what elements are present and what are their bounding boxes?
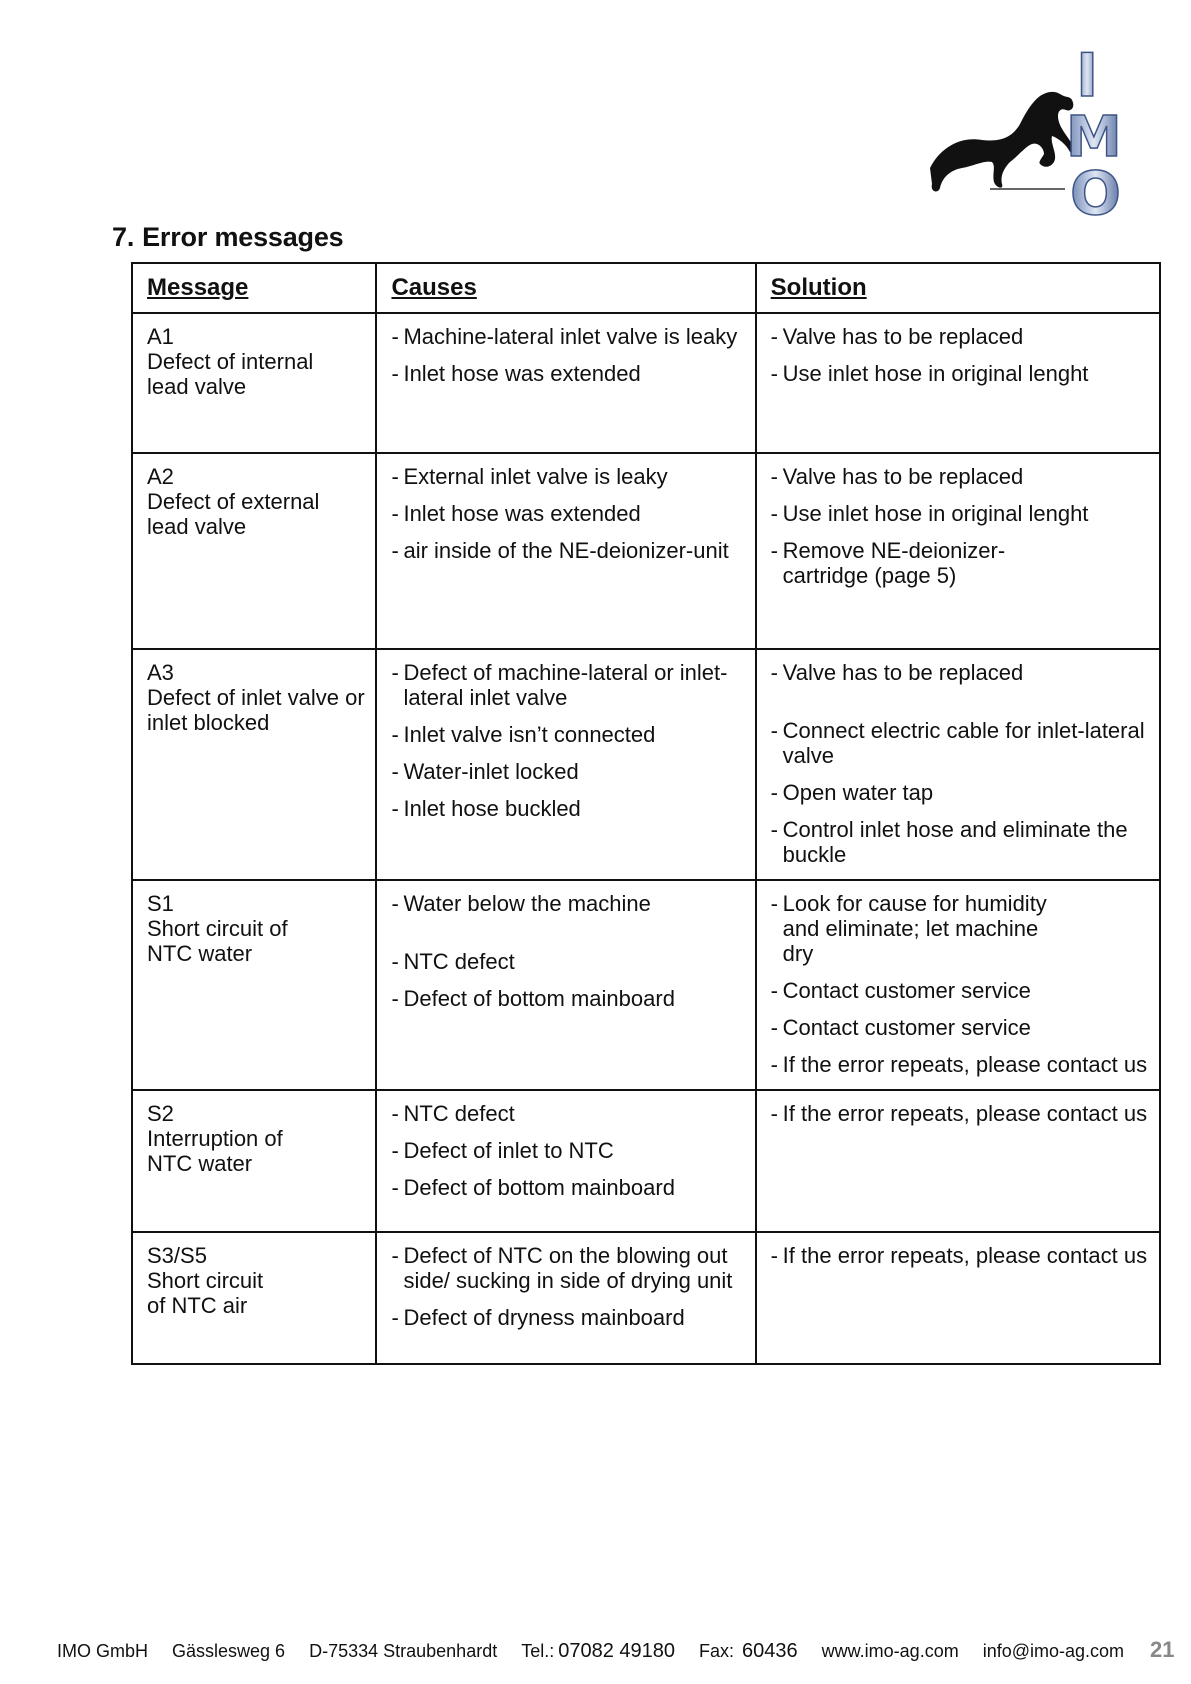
footer-fax-label: Fax:: [699, 1641, 735, 1661]
footer-fax: [699, 1640, 798, 1663]
error-description: lead valve: [147, 514, 247, 539]
solution-cell: [756, 313, 1160, 453]
error-code: A3: [147, 660, 174, 685]
causes-cell: [376, 1090, 755, 1232]
message-cell: [132, 880, 376, 1090]
list-item: - Inlet valve isn’t connected: [391, 722, 656, 747]
solution-cell: [756, 453, 1160, 649]
footer-tel-label: Tel.:: [521, 1641, 555, 1661]
table-row: [132, 313, 1160, 453]
message-cell: [132, 1232, 376, 1364]
table-row: [132, 649, 1160, 880]
header-causes: Causes: [376, 263, 755, 313]
footer-tel-number: 07082 49180: [558, 1640, 676, 1662]
list-item: - Inlet hose was extended: [391, 501, 641, 526]
table-header-row: [132, 263, 1160, 313]
list-item: - Water-inlet locked: [391, 759, 579, 784]
causes-cell: [376, 649, 755, 880]
page-footer: [57, 1637, 1175, 1663]
table-row: [132, 453, 1160, 649]
list-item: - Inlet hose buckled: [391, 796, 581, 821]
svg-text:M: M: [1066, 105, 1122, 170]
list-item: - If the error repeats, please contact us: [770, 1243, 1148, 1268]
list-item: - Water below the machine: [391, 891, 651, 916]
causes-cell: [376, 1232, 755, 1364]
list-item: - Open water tap: [770, 780, 934, 805]
solution-cell: [756, 880, 1160, 1090]
list-item: - Valve has to be replaced: [770, 324, 1024, 349]
error-description: NTC water: [147, 1151, 253, 1176]
footer-email-link[interactable]: info@imo-ag.com: [982, 1641, 1125, 1661]
solution-cell: [756, 1090, 1160, 1232]
list-item: - Defect of machine-lateral or inlet-lateral inlet valve: [391, 660, 728, 710]
error-code: S1: [147, 891, 174, 916]
error-description: Interruption of: [147, 1126, 283, 1151]
causes-cell: [376, 880, 755, 1090]
header-message: Message: [132, 263, 376, 313]
error-description: lead valve: [147, 374, 247, 399]
error-code: A2: [147, 464, 174, 489]
list-item: - Valve has to be replaced: [770, 464, 1024, 489]
list-item: - Defect of bottom mainboard: [391, 986, 675, 1011]
footer-company: IMO GmbH: [57, 1641, 149, 1661]
error-description: Short circuit of: [147, 916, 288, 941]
table-row: [132, 1232, 1160, 1364]
error-messages-table: [131, 262, 1161, 1365]
page-number: 21: [1150, 1637, 1175, 1662]
list-item: - Machine-lateral inlet valve is leaky: [391, 324, 738, 349]
message-cell: [132, 1090, 376, 1232]
list-item: - air inside of the NE-deionizer-unit: [391, 538, 729, 563]
footer-fax-number: 60436: [742, 1640, 798, 1662]
footer-city: D-75334 Straubenhardt: [309, 1641, 498, 1661]
list-item: - Use inlet hose in original lenght: [770, 501, 1089, 526]
solution-cell: [756, 1232, 1160, 1364]
list-item: - Defect of bottom mainboard: [391, 1175, 675, 1200]
error-code: S3/S5: [147, 1243, 207, 1268]
message-cell: [132, 649, 376, 880]
list-item: - Contact customer service: [770, 1015, 1031, 1040]
list-item: - If the error repeats, please contact us: [770, 1052, 1148, 1077]
error-description: NTC water: [147, 941, 253, 966]
error-description: Defect of external: [147, 489, 320, 514]
message-cell: [132, 453, 376, 649]
svg-text:O: O: [1070, 159, 1122, 228]
list-item: - Connect electric cable for inlet-lateral valve: [770, 718, 1145, 768]
list-item: - Look for cause for humidity and eliminate; let machine dry: [770, 891, 1047, 966]
error-description: Defect of internal: [147, 349, 314, 374]
horse-silhouette: [930, 92, 1075, 192]
error-description: Defect of inlet valve or: [147, 685, 365, 710]
error-description: inlet blocked: [147, 710, 270, 735]
list-item: - Control inlet hose and eliminate the buckle: [770, 817, 1128, 867]
list-item: - Defect of inlet to NTC: [391, 1138, 614, 1163]
section-title-text: Error messages: [142, 222, 344, 252]
solution-cell: [756, 649, 1160, 880]
table-row: [132, 880, 1160, 1090]
list-item: - Use inlet hose in original lenght: [770, 361, 1089, 386]
footer-street: Gässlesweg 6: [172, 1641, 286, 1661]
list-item: - NTC defect: [391, 1101, 515, 1126]
list-item: - Defect of NTC on the blowing out side/ sucking in side of drying unit: [391, 1243, 733, 1293]
error-code: A1: [147, 324, 174, 349]
causes-cell: [376, 453, 755, 649]
list-item: - Contact customer service: [770, 978, 1031, 1003]
footer-website-link[interactable]: www.imo-ag.com: [821, 1641, 959, 1661]
list-item: - Inlet hose was extended: [391, 361, 641, 386]
message-cell: [132, 313, 376, 453]
header-solution: Solution: [756, 263, 1160, 313]
section-number: 7.: [112, 222, 135, 252]
table-row: [132, 1090, 1160, 1232]
error-code: S2: [147, 1101, 174, 1126]
list-item: - Valve has to be replaced: [770, 660, 1024, 685]
list-item: - Defect of dryness mainboard: [391, 1305, 685, 1330]
list-item: - If the error repeats, please contact us: [770, 1101, 1148, 1126]
imo-letters: [1066, 41, 1122, 228]
causes-cell: [376, 313, 755, 453]
svg-text:I: I: [1076, 41, 1099, 111]
error-description: Short circuit: [147, 1268, 264, 1293]
error-description: of NTC air: [147, 1293, 248, 1318]
imo-horse-logo: [920, 38, 1130, 228]
list-item: - NTC defect: [391, 949, 515, 974]
list-item: - External inlet valve is leaky: [391, 464, 668, 489]
list-item: - Remove NE-deionizer-cartridge (page 5): [770, 538, 1006, 588]
section-title: [112, 222, 343, 253]
footer-tel: [521, 1640, 675, 1663]
